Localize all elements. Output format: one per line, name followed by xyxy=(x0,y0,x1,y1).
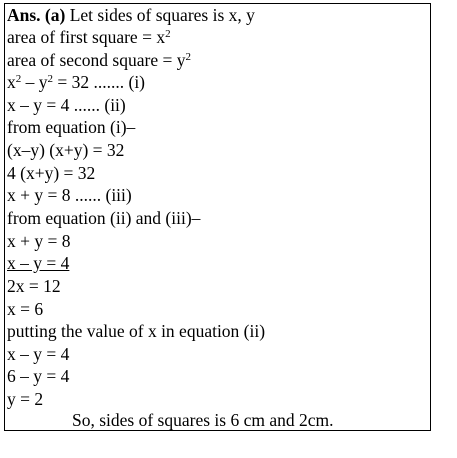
answer-line-13: 2x = 12 xyxy=(7,276,61,296)
answer-line-3 xyxy=(7,50,191,70)
answer-line-10: from equation (ii) and (iii)– xyxy=(7,208,201,228)
answer-line-18: y = 2 xyxy=(7,389,44,409)
line-text: = 32 ....... (i) xyxy=(53,72,146,92)
answer-line-7: (x–y) (x+y) = 32 xyxy=(7,140,125,160)
exponent: 2 xyxy=(165,28,171,40)
answer-line-17: 6 – y = 4 xyxy=(7,366,70,386)
exponent: 2 xyxy=(15,73,22,85)
answer-line-4 xyxy=(7,72,145,92)
answer-conclusion: So, sides of squares is 6 cm and 2cm. xyxy=(72,410,334,430)
line-text: area of second square = y xyxy=(7,50,186,70)
line-text: x xyxy=(7,72,16,92)
line-text: – y xyxy=(21,72,48,92)
answer-line-6: from equation (i)– xyxy=(7,117,136,137)
answer-label: Ans. (a) xyxy=(7,5,66,25)
answer-line-2 xyxy=(7,27,171,47)
line-text: Let sides of squares is x, y xyxy=(69,5,255,25)
answer-line-14: x = 6 xyxy=(7,299,44,319)
answer-line-5: x – y = 4 ...... (ii) xyxy=(7,95,126,115)
exponent: 2 xyxy=(185,51,191,63)
line-text: area of first square = x xyxy=(7,27,166,47)
exponent: 2 xyxy=(47,73,53,85)
answer-line-15: putting the value of x in equation (ii) xyxy=(7,321,266,341)
answer-line-1 xyxy=(7,5,255,25)
answer-line-8: 4 (x+y) = 32 xyxy=(7,163,96,183)
answer-line-12: x – y = 4 xyxy=(7,253,70,273)
answer-line-9: x + y = 8 ...... (iii) xyxy=(7,185,132,205)
answer-line-11: x + y = 8 xyxy=(7,231,71,251)
answer-line-16: x – y = 4 xyxy=(7,344,70,364)
